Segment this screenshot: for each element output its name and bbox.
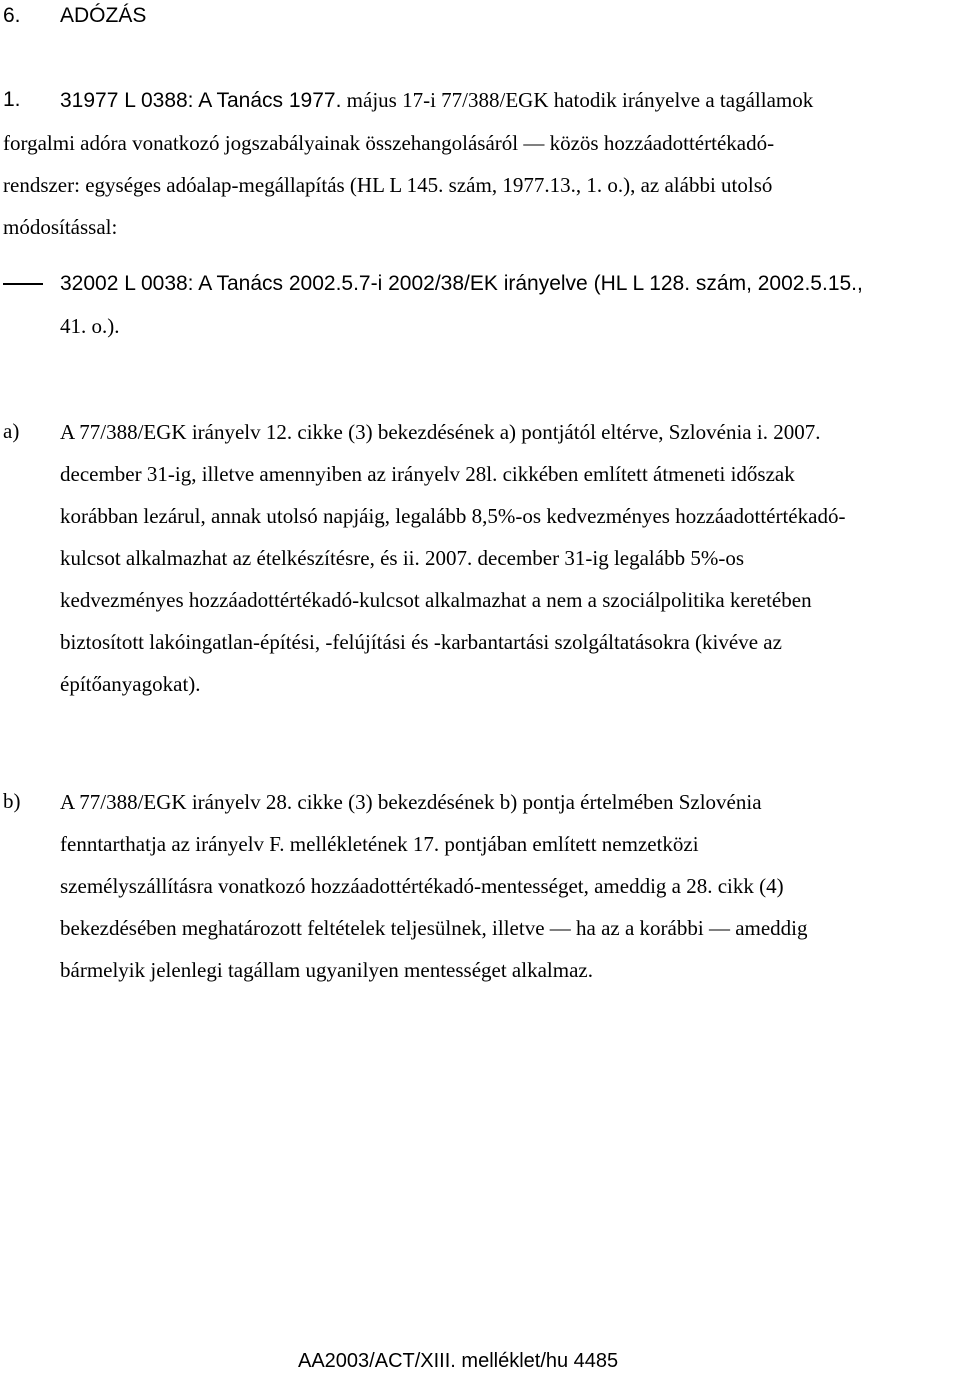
point-a-line: biztosított lakóingatlan-építési, -felújítási és -karbantartási szolgáltatásokra (kivéve az (60, 630, 782, 654)
point-a-paragraph (60, 411, 945, 705)
item-1-line (3, 79, 923, 122)
amendment-dash (3, 283, 43, 285)
point-a-line: A 77/388/EGK irányelv 12. cikke (3) bekezdésének a) pontjától eltérve, Szlovénia i. 2007. (60, 420, 821, 444)
point-a-line: kulcsot alkalmazhat az ételkészítésre, és ii. 2007. december 31-ig legalább 5%-os (60, 546, 744, 570)
item-number: 1. (3, 88, 21, 111)
item-1-line: módosítással: (3, 215, 118, 239)
point-b-paragraph (60, 781, 945, 991)
point-b-line: bekezdésében meghatározott feltételek teljesülnek, illetve — ha az a korábbi — ameddig (60, 916, 808, 940)
item-1-line: rendszer: egységes adóalap-megállapítás (HL L 145. szám, 1977.13., 1. o.), az alábbi utolsó (3, 173, 773, 197)
point-b-line: A 77/388/EGK irányelv 28. cikke (3) bekezdésének b) pontja értelmében Szlovénia (60, 790, 762, 814)
page-footer-reference: AA2003/ACT/XIII. melléklet/hu 4485 (298, 1350, 619, 1372)
point-b-line: bármelyik jelenlegi tagállam ugyanilyen mentességet alkalmaz. (60, 958, 593, 982)
amendment-paragraph (60, 263, 920, 347)
item-1-line: forgalmi adóra vonatkozó jogszabályainak összehangolásáról — közös hozzáadottértékadó- (3, 131, 775, 155)
item-1-paragraph (3, 79, 923, 248)
point-a-line: december 31-ig, illetve amennyiben az irányelv 28l. cikkében említett átmeneti időszak (60, 462, 795, 486)
item-1-code: 31977 L 0388: A Tanács 1977. (60, 89, 342, 112)
amendment-line: 41. o.). (60, 314, 120, 338)
point-a-line: korábban lezárul, annak utolsó napjáig, legalább 8,5%-os kedvezményes hozzáadottértékadó- (60, 504, 846, 528)
point-b-line: fenntarthatja az irányelv F. mellékletének 17. pontjában említett nemzetközi (60, 832, 699, 856)
point-a-line: építőanyagokat). (60, 672, 201, 696)
point-b-line: személyszállításra vonatkozó hozzáadottértékadó-mentességet, ameddig a 28. cikk (4) (60, 874, 784, 898)
point-b-label: b) (3, 789, 21, 813)
point-a-label: a) (3, 419, 20, 443)
section-title: ADÓZÁS (60, 4, 147, 27)
amendment-line: 32002 L 0038: A Tanács 2002.5.7-i 2002/38/EK irányelve (HL L 128. szám, 2002.5.15., (60, 272, 863, 295)
point-a-line: kedvezményes hozzáadottértékadó-kulcsot alkalmazhat a nem a szociálpolitika keretében (60, 588, 812, 612)
section-number: 6. (3, 4, 21, 27)
item-1-line-text: május 17-i 77/388/EGK hatodik irányelve a tagállamok (346, 88, 814, 112)
